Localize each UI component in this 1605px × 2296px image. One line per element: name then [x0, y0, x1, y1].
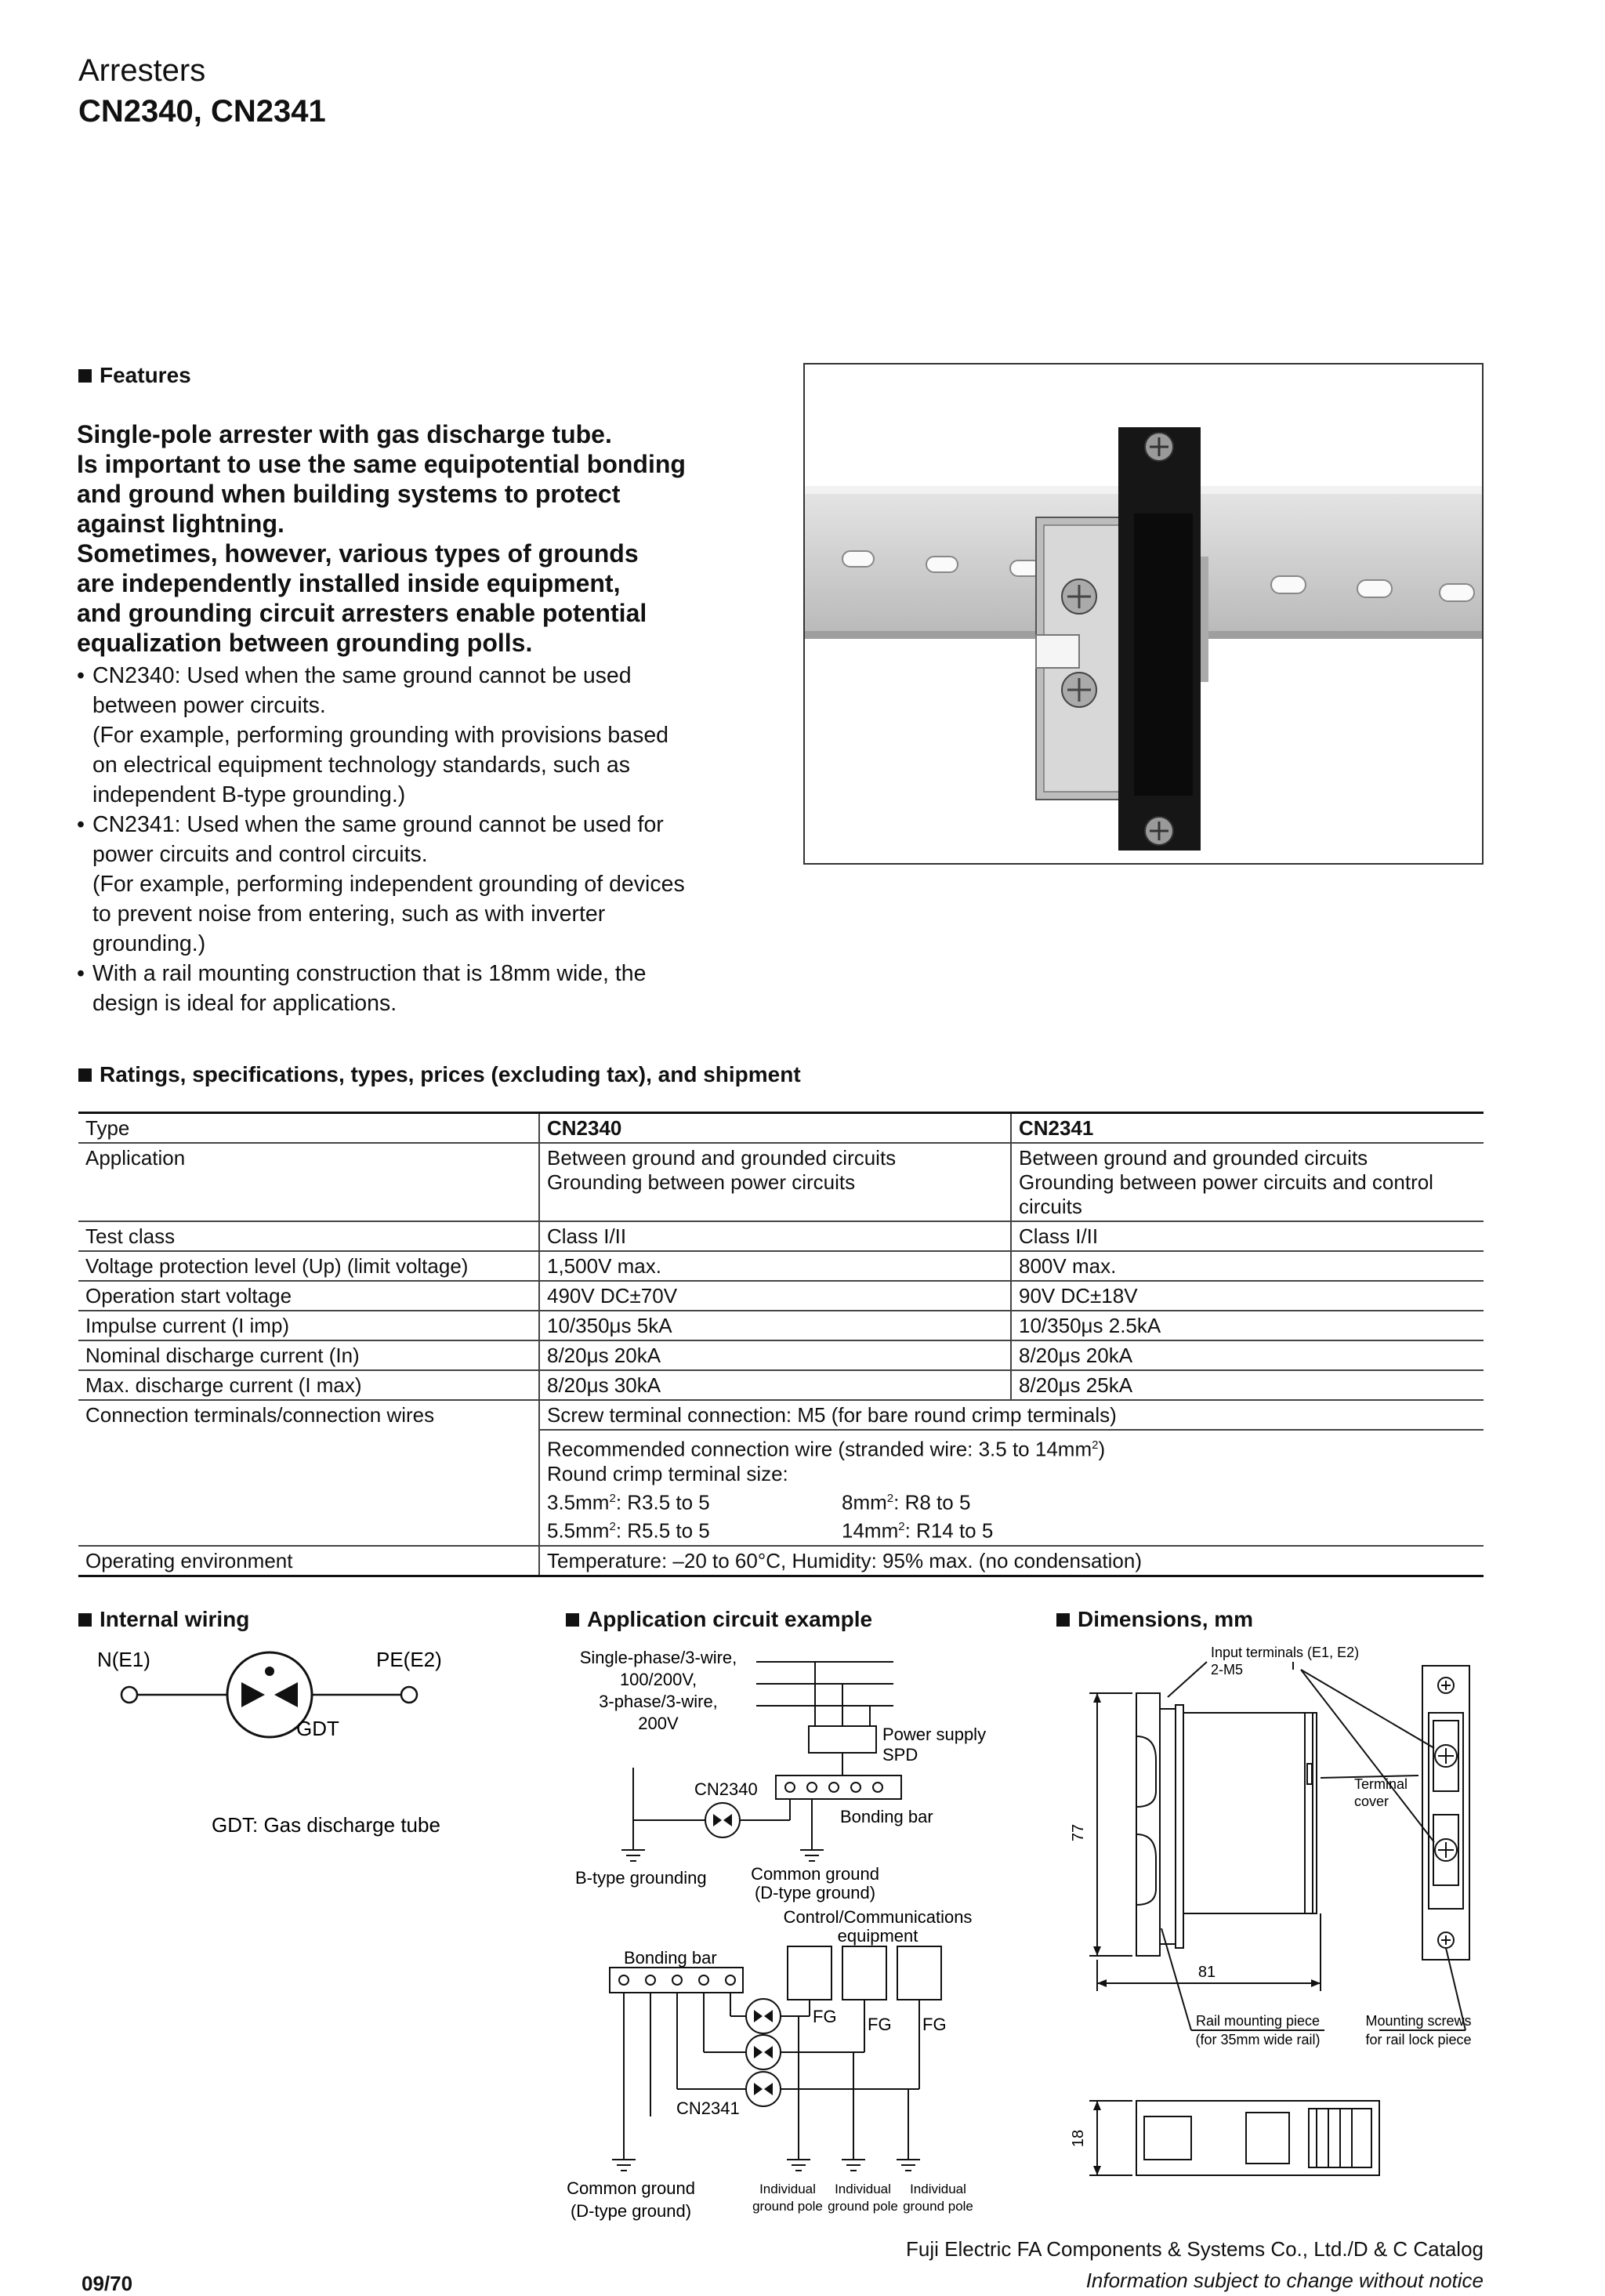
common-ground-label: Common ground — [567, 2178, 695, 2198]
bullet-line: • CN2340: Used when the same ground cannot be used — [92, 663, 632, 688]
lead-line: against lightning. — [77, 510, 284, 538]
gdt-caption: GDT: Gas discharge tube — [212, 1813, 440, 1837]
table-cell — [539, 1430, 1484, 1546]
table-cell — [1011, 1143, 1484, 1221]
bullet-line: to prevent noise from entering, such as with inverter — [92, 901, 606, 927]
superscript: 2 — [886, 1491, 894, 1505]
crimp-text: 3.5mm — [547, 1490, 610, 1514]
crimp-text: : R8 to 5 — [893, 1490, 971, 1514]
individual-ground-label: ground pole — [828, 2199, 898, 2214]
control-equipment-label: Control/Communications — [783, 1907, 973, 1927]
lead-line: Single-pole arrester with gas discharge tube. — [77, 420, 612, 448]
superscript: 2 — [898, 1520, 905, 1534]
individual-ground-label: ground pole — [903, 2199, 973, 2214]
bullet-line: power circuits and control circuits. — [92, 842, 428, 867]
bullet-line: design is ideal for applications. — [92, 991, 397, 1016]
lead-line: and grounding circuit arresters enable potential — [77, 599, 647, 627]
individual-ground-label: ground pole — [752, 2199, 823, 2214]
table-cell: Voltage protection level (Up) (limit voltage) — [78, 1251, 539, 1281]
terminal-cover-label: cover — [1354, 1794, 1389, 1809]
bullet-line: grounding.) — [92, 931, 206, 956]
input-terminals-label: 2-M5 — [1211, 1662, 1244, 1678]
footer-company: Fuji Electric FA Components & Systems Co., Ltd./D & C Catalog — [906, 2237, 1484, 2261]
cn2340-label: CN2340 — [694, 1779, 758, 1799]
table-cell: Class I/II — [1011, 1221, 1484, 1251]
table-cell: 490V DC±70V — [539, 1281, 1011, 1311]
control-equipment-label: equipment — [837, 1926, 918, 1946]
b-type-grounding-label: B-type grounding — [575, 1868, 707, 1888]
table-cell: 1,500V max. — [539, 1251, 1011, 1281]
square-bullet-icon — [566, 1613, 579, 1627]
common-ground-label: Common ground — [751, 1864, 879, 1884]
power-supply-spd-box — [809, 1726, 876, 1753]
table-cell: Test class — [78, 1221, 539, 1251]
table-cell: Type — [78, 1113, 539, 1144]
table-cell: Temperature: –20 to 60°C, Humidity: 95% max. (no condensation) — [539, 1546, 1484, 1576]
fg-label: FG — [813, 2007, 837, 2026]
gdt-label: GDT — [296, 1717, 339, 1740]
table-cell: Connection terminals/connection wires — [78, 1400, 539, 1546]
superscript: 2 — [609, 1520, 616, 1534]
table-row — [78, 1546, 1484, 1576]
rail-piece-label: (for 35mm wide rail) — [1195, 2032, 1321, 2048]
bullet-line: on electrical equipment technology standards, such as — [92, 753, 630, 778]
crimp-text: 14mm — [842, 1518, 899, 1543]
table-cell: Operation start voltage — [78, 1281, 539, 1311]
terminal-e1 — [121, 1687, 137, 1703]
table-cell: Max. discharge current (I max) — [78, 1370, 539, 1400]
table-cell: 10/350μs 2.5kA — [1011, 1311, 1484, 1340]
bonding-bar-1-label: Bonding bar — [840, 1807, 933, 1826]
internal-wiring-heading — [78, 1607, 249, 1632]
table-cell: 800V max. — [1011, 1251, 1484, 1281]
table-cell: Nominal discharge current (In) — [78, 1340, 539, 1370]
table-header-cn2340: CN2340 — [539, 1113, 1011, 1144]
spd-label: SPD — [882, 1745, 918, 1765]
feature-bullet — [77, 959, 782, 1018]
spec-table — [78, 1112, 1484, 1577]
crimp-grid — [547, 1486, 1476, 1543]
cell-line: Grounding between power circuits — [547, 1170, 856, 1194]
table-cell: Class I/II — [539, 1221, 1011, 1251]
feature-bullet — [77, 661, 782, 810]
square-bullet-icon — [1056, 1613, 1070, 1627]
bonding-bar-2-label: Bonding bar — [624, 1948, 717, 1968]
dimensions-heading-text: Dimensions, mm — [1078, 1607, 1254, 1631]
individual-ground-label: Individual — [835, 2182, 891, 2196]
table-cell: 8/20μs 30kA — [539, 1370, 1011, 1400]
table-row — [78, 1400, 1484, 1430]
page-number: 09/70 — [82, 2272, 133, 2295]
table-cell: Impulse current (I imp) — [78, 1311, 539, 1340]
lead-line: equalization between grounding polls. — [77, 629, 533, 657]
input-terminals-label: Input terminals (E1, E2) — [1211, 1645, 1360, 1660]
table-row — [78, 1221, 1484, 1251]
mounting-screws-label: for rail lock piece — [1365, 2032, 1472, 2048]
rail-piece-label: Rail mounting piece — [1195, 2013, 1321, 2029]
crimp-text: 8mm — [842, 1490, 887, 1514]
crimp-item — [842, 1514, 1077, 1543]
features-bullets — [77, 661, 782, 1018]
lead-line: are independently installed inside equipment, — [77, 569, 621, 597]
supply-text: Single-phase/3-wire, — [579, 1648, 737, 1667]
common-ground-label: (D-type ground) — [570, 2201, 692, 2221]
crimp-item — [842, 1486, 1077, 1515]
cn2340-gdt-icon — [705, 1803, 740, 1837]
individual-ground-label: Individual — [910, 2182, 966, 2196]
header-models: CN2340, CN2341 — [78, 94, 326, 129]
table-cell: 8/20μs 20kA — [1011, 1340, 1484, 1370]
bonding-bar-2 — [610, 1968, 743, 1993]
bullet-line: • CN2341: Used when the same ground cannot be used for — [92, 812, 664, 837]
bullet-line: between power circuits. — [92, 693, 326, 718]
product-photo — [803, 363, 1484, 865]
application-circuit-heading — [566, 1607, 872, 1632]
n-e1-label: N(E1) — [97, 1648, 150, 1671]
bullet-line: (For example, performing independent grounding of devices — [92, 872, 685, 897]
features-heading-text: Features — [100, 363, 191, 387]
lead-line: Sometimes, however, various types of grounds — [77, 539, 639, 568]
cell-line: circuits — [1019, 1195, 1082, 1218]
crimp-item — [547, 1514, 842, 1543]
table-header-cn2341: CN2341 — [1011, 1113, 1484, 1144]
crimp-text: : R3.5 to 5 — [615, 1490, 710, 1514]
table-row — [78, 1311, 1484, 1340]
mounting-screws-label: Mounting screws — [1365, 2013, 1472, 2029]
square-bullet-icon — [78, 1068, 92, 1082]
table-row — [78, 1143, 1484, 1221]
ratings-heading — [78, 1062, 801, 1087]
bullet-line: independent B-type grounding.) — [92, 782, 406, 807]
application-circuit-heading-text: Application circuit example — [587, 1607, 873, 1631]
wire-text: ) — [1098, 1437, 1106, 1461]
cell-line: Round crimp terminal size: — [547, 1461, 788, 1485]
feature-bullet — [77, 810, 782, 959]
superscript: 2 — [609, 1491, 616, 1505]
pe-e2-label: PE(E2) — [376, 1648, 442, 1671]
internal-wiring-diagram — [78, 1638, 517, 1850]
fg-label: FG — [868, 2015, 892, 2034]
individual-ground-label: Individual — [759, 2182, 816, 2196]
equipment-box — [788, 1946, 831, 2000]
table-cell: Application — [78, 1143, 539, 1221]
cell-line: Between ground and grounded circuits — [547, 1146, 897, 1170]
features-heading — [78, 363, 191, 388]
crimp-text: : R5.5 to 5 — [615, 1518, 710, 1543]
header-category: Arresters — [78, 53, 206, 88]
dimensions-heading — [1056, 1607, 1253, 1632]
lead-line: Is important to use the same equipotential bonding — [77, 450, 686, 478]
footer-notice: Information subject to change without notice — [1085, 2269, 1484, 2292]
dim-18-label: 18 — [1070, 2129, 1087, 2148]
superscript: 2 — [1092, 1438, 1099, 1452]
crimp-item — [547, 1486, 842, 1515]
supply-text: 100/200V, — [619, 1670, 697, 1689]
table-row — [78, 1113, 1484, 1144]
crimp-text: : R14 to 5 — [904, 1518, 994, 1543]
wire-text: Recommended connection wire (stranded wire: 3.5 to 14mm — [547, 1437, 1092, 1461]
table-row — [78, 1340, 1484, 1370]
equipment-box — [842, 1946, 886, 2000]
common-ground-label: (D-type ground) — [754, 1883, 876, 1902]
square-bullet-icon — [78, 1613, 92, 1627]
fg-label: FG — [922, 2015, 947, 2034]
table-cell: Screw terminal connection: M5 (for bare round crimp terminals) — [539, 1400, 1484, 1430]
ratings-heading-text: Ratings, specifications, types, prices (excluding tax), and shipment — [100, 1062, 801, 1086]
table-cell: Operating environment — [78, 1546, 539, 1576]
terminal-e2 — [401, 1687, 417, 1703]
cell-line: Grounding between power circuits and control — [1019, 1170, 1433, 1194]
bullet-line: • With a rail mounting construction that is 18mm wide, the — [92, 961, 647, 986]
table-cell — [539, 1143, 1011, 1221]
power-supply-label: Power supply — [882, 1725, 987, 1744]
supply-text: 3-phase/3-wire, — [599, 1692, 718, 1711]
cell-line — [547, 1433, 1476, 1462]
internal-wiring-heading-text: Internal wiring — [100, 1607, 250, 1631]
table-cell: 8/20μs 20kA — [539, 1340, 1011, 1370]
equipment-box — [897, 1946, 941, 2000]
cn2341-label: CN2341 — [676, 2098, 740, 2118]
terminal-cover-label: Terminal — [1354, 1776, 1408, 1792]
table-cell: 90V DC±18V — [1011, 1281, 1484, 1311]
crimp-text: 5.5mm — [547, 1518, 610, 1543]
dimensions-drawing — [1050, 1638, 1489, 2203]
table-row — [78, 1251, 1484, 1281]
dim-77-label: 77 — [1070, 1823, 1087, 1842]
application-circuit-diagram — [549, 1638, 1034, 2221]
table-cell: 8/20μs 25kA — [1011, 1370, 1484, 1400]
supply-text: 200V — [638, 1714, 679, 1733]
table-row — [78, 1370, 1484, 1400]
cell-line: Between ground and grounded circuits — [1019, 1146, 1368, 1170]
dim-81-label: 81 — [1197, 1964, 1216, 1981]
lead-line: and ground when building systems to protect — [77, 480, 621, 508]
table-row — [78, 1281, 1484, 1311]
bullet-line: (For example, performing grounding with provisions based — [92, 723, 669, 748]
square-bullet-icon — [78, 369, 92, 383]
features-lead — [77, 419, 782, 658]
table-cell: 10/350μs 5kA — [539, 1311, 1011, 1340]
